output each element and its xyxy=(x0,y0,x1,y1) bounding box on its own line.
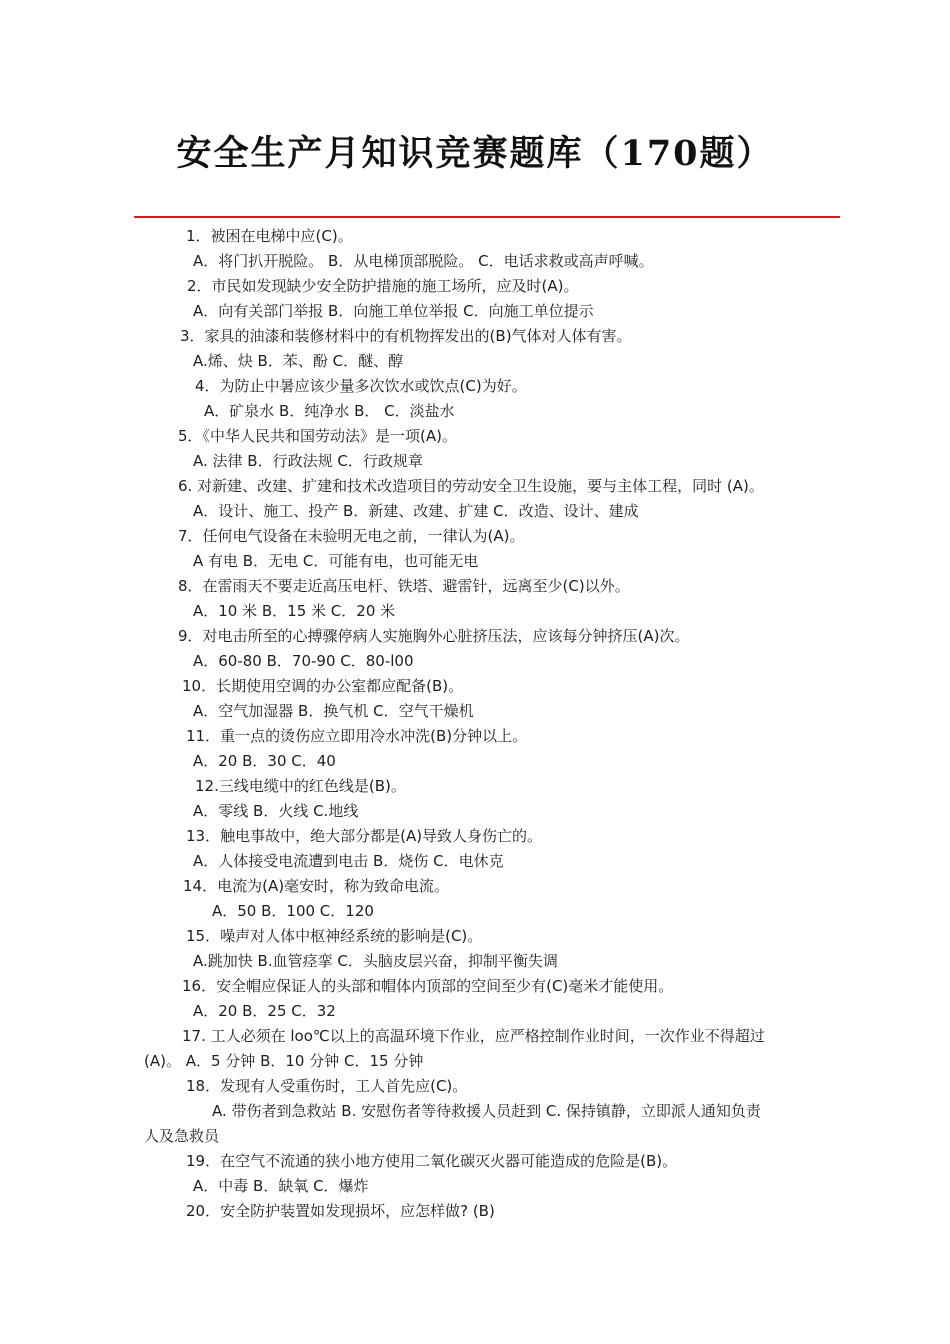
answer-options: A．人体接受电流遭到电击 B．烧伤 C．电休克 xyxy=(193,852,504,870)
answer-options: (A)。 A．5 分钟 B．10 分钟 C．15 分钟 xyxy=(144,1052,424,1070)
answer-options: A．零线 B．火线 C.地线 xyxy=(193,802,359,820)
question-line: 20．安全防护装置如发现损坏，应怎样做? (B) xyxy=(186,1202,495,1220)
question-line: 15．噪声对人体中枢神经系统的影响是(C)。 xyxy=(186,927,483,945)
answer-options: A．50 B．100 C．120 xyxy=(212,902,374,920)
question-line: 19．在空气不流通的狭小地方使用二氧化碳灭火器可能造成的危险是(B)。 xyxy=(186,1152,678,1170)
question-line: 1．被困在电梯中应(C)。 xyxy=(186,227,353,245)
question-line: 12.三线电缆中的红色线是(B)。 xyxy=(195,777,406,795)
answer-options: A．60-80 B．70-90 C．80-l00 xyxy=(193,652,414,670)
answer-options: A．20 B．30 C．40 xyxy=(193,752,336,770)
question-line: 2．市民如发现缺少安全防护措施的施工场所，应及时(A)。 xyxy=(187,277,579,295)
answer-options: A．矿泉水 B．纯净水 B． C．淡盐水 xyxy=(204,402,455,420)
question-line: 5．《中华人民共和国劳动法》是一项(A)。 xyxy=(178,427,458,445)
answer-options: A. 带伤者到急救站 B. 安慰伤者等待救援人员赶到 C. 保持镇静，立即派人通知负责 xyxy=(212,1102,761,1120)
document-title: 安全生产月知识竞赛题库（170题） xyxy=(176,133,774,174)
question-line: 6. 对新建、改建、扩建和技术改造项目的劳动安全卫生设施，要与主体工程，同时 (A)。 xyxy=(178,477,764,495)
title-divider xyxy=(134,216,840,218)
question-line: 16．安全帽应保证人的头部和帽体内顶部的空间至少有(C)毫米才能使用。 xyxy=(182,977,674,995)
answer-options: A．将门扒开脱险。 B．从电梯顶部脱险。 C．电话求救或高声呼喊。 xyxy=(193,252,654,270)
question-line: 17. 工人必须在 loo℃以上的高温环境下作业，应严格控制作业时间，一次作业不得超过 xyxy=(182,1027,765,1045)
question-line: 11．重一点的烫伤应立即用冷水冲洗(B)分钟以上。 xyxy=(186,727,528,745)
question-line: 7．任何电气设备在未验明无电之前，一律认为(A)。 xyxy=(178,527,525,545)
answer-options: A．向有关部门举报 B．向施工单位举报 C．向施工单位提示 xyxy=(193,302,594,320)
question-line: 14．电流为(A)毫安时，称为致命电流。 xyxy=(183,877,450,895)
question-line: 3．家具的油漆和装修材料中的有机物挥发出的(B)气体对人体有害。 xyxy=(180,327,632,345)
question-line: 9．对电击所至的心搏骤停病人实施胸外心脏挤压法，应该每分钟挤压(A)次。 xyxy=(178,627,690,645)
question-line: 18．发现有人受重伤时，工人首先应(C)。 xyxy=(186,1077,468,1095)
answer-options-continued: 人及急救员 xyxy=(144,1127,220,1145)
question-line: 4．为防止中暑应该少量多次饮水或饮点(C)为好。 xyxy=(195,377,527,395)
answer-options: A．设计、施工、投产 B．新建、改建、扩建 C．改造、设计、建成 xyxy=(193,502,639,520)
question-line: 8．在雷雨天不要走近高压电杆、铁塔、避雷针，远离至少(C)以外。 xyxy=(178,577,630,595)
answer-options: A．10 米 B．15 米 C．20 米 xyxy=(193,602,396,620)
question-line: 10．长期使用空调的办公室都应配备(B)。 xyxy=(182,677,464,695)
question-line: 13．触电事故中，绝大部分都是(A)导致人身伤亡的。 xyxy=(186,827,543,845)
answer-options: A. 法律 B．行政法规 C．行政规章 xyxy=(193,452,423,470)
answer-options: A.跳加快 B.血管痉挛 C．头脑皮层兴奋，抑制平衡失调 xyxy=(193,952,558,970)
answer-options: A 有电 B．无电 C．可能有电，也可能无电 xyxy=(193,552,479,570)
answer-options: A．空气加湿器 B．换气机 C．空气干燥机 xyxy=(193,702,474,720)
answer-options: A．中毒 B．缺氧 C．爆炸 xyxy=(193,1177,369,1195)
answer-options: A．20 B．25 C．32 xyxy=(193,1002,336,1020)
answer-options: A.烯、炔 B．苯、酚 C．醚、醇 xyxy=(193,352,404,370)
